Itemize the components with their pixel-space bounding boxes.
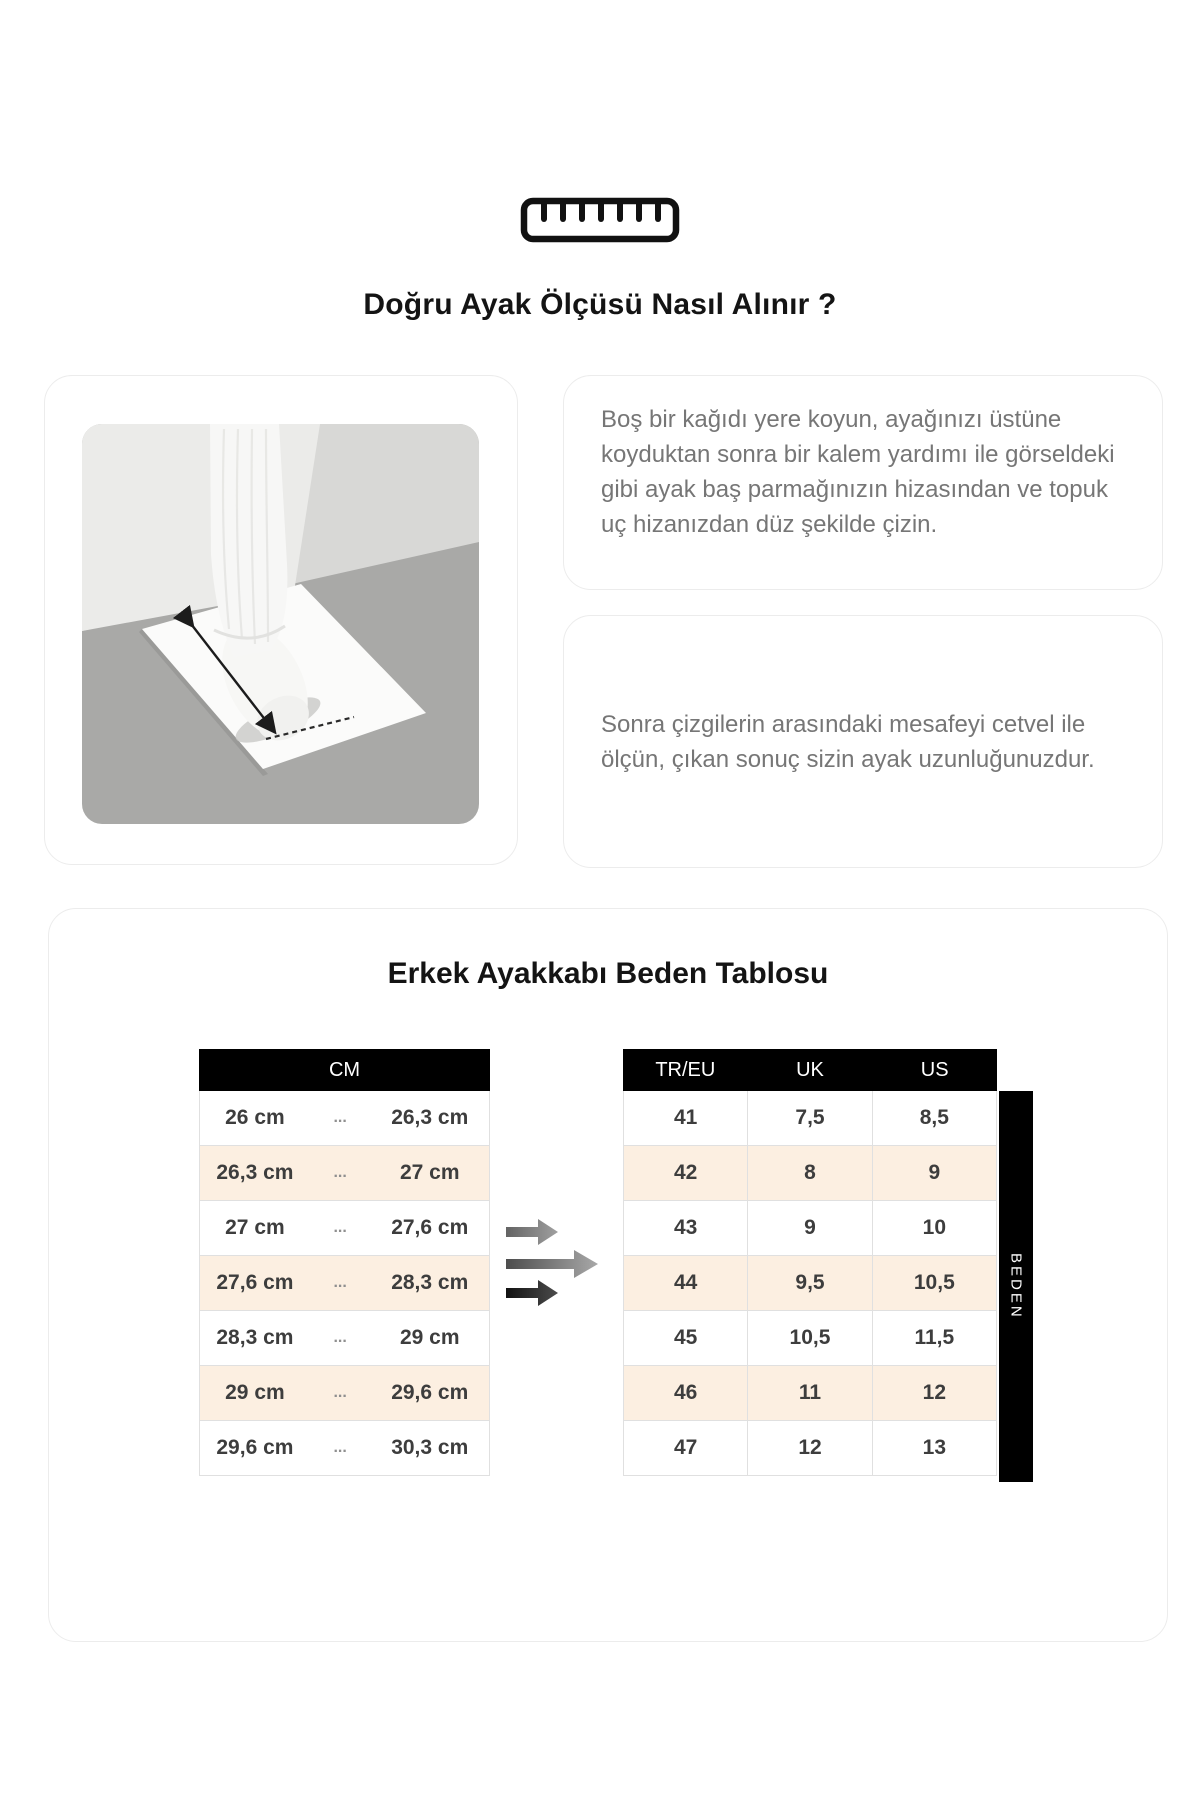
uk-cell: 9 bbox=[747, 1201, 871, 1255]
tr-eu-cell: 43 bbox=[673, 1216, 698, 1239]
intl-table-body bbox=[623, 1091, 997, 1476]
instruction-step2-text: Sonra çizgilerin arasındaki mesafeyi cetvel ile ölçün, çıkan sonuç sizin ayak uzunluğunuzdur. bbox=[601, 710, 1095, 773]
cm-max-cell: 30,3 cm bbox=[391, 1436, 469, 1459]
us-cell: 10,5 bbox=[872, 1256, 996, 1310]
tr-eu-cell: 46 bbox=[673, 1381, 698, 1404]
us-cell: 10 bbox=[872, 1201, 996, 1255]
tr-eu-cell: 44 bbox=[673, 1271, 698, 1294]
intl-table-header bbox=[623, 1049, 997, 1091]
us-cell: 13 bbox=[872, 1421, 996, 1475]
cm-table-body bbox=[199, 1091, 490, 1476]
cm-min-cell: 26,3 cm bbox=[216, 1161, 294, 1184]
foot-photo-card bbox=[44, 375, 518, 865]
uk-cell: 11 bbox=[747, 1366, 871, 1420]
intl-table-row bbox=[624, 1256, 996, 1311]
cm-table-row bbox=[200, 1366, 489, 1421]
us-cell: 11,5 bbox=[872, 1311, 996, 1365]
cm-max-cell: 27,6 cm bbox=[391, 1216, 469, 1239]
cm-table-row bbox=[200, 1091, 489, 1146]
instruction-card-1 bbox=[563, 375, 1163, 590]
uk-cell: 9,5 bbox=[747, 1256, 871, 1310]
cm-header-label: CM bbox=[328, 1058, 361, 1081]
beden-bar bbox=[999, 1091, 1033, 1482]
tr-eu-cell: 47 bbox=[673, 1436, 698, 1459]
instruction-step1-text: Boş bir kağıdı yere koyun, ayağınızı üstüne koyduktan sonra bir kalem yardımı ile görseldeki gibi ayak baş parmağınızın hizasından ve topuk uç hizanızdan düz şekilde çizin. bbox=[601, 406, 1115, 538]
cm-table-header bbox=[199, 1049, 490, 1091]
tr-eu-cell: 42 bbox=[673, 1161, 698, 1184]
ruler-icon-wrap bbox=[0, 0, 1200, 248]
range-separator: ... bbox=[333, 1274, 347, 1291]
intl-size-table bbox=[623, 1049, 997, 1476]
arrow-right-icon bbox=[506, 1219, 558, 1250]
us-cell: 12 bbox=[872, 1366, 996, 1420]
cm-max-cell: 29 cm bbox=[399, 1326, 460, 1349]
intl-table-row bbox=[624, 1091, 996, 1146]
cm-table-row bbox=[200, 1201, 489, 1256]
tr-eu-cell: 41 bbox=[673, 1106, 698, 1129]
cm-table-row bbox=[200, 1311, 489, 1366]
ruler-icon bbox=[520, 197, 680, 248]
cm-max-cell: 29,6 cm bbox=[391, 1381, 469, 1404]
intl-table-row bbox=[624, 1366, 996, 1421]
foot-measure-photo bbox=[82, 424, 479, 824]
intl-table-row bbox=[624, 1201, 996, 1256]
us-cell: 9 bbox=[872, 1146, 996, 1200]
range-separator: ... bbox=[333, 1384, 347, 1401]
measure-instructions-section bbox=[44, 375, 1163, 868]
header-uk: UK bbox=[796, 1058, 824, 1081]
range-separator: ... bbox=[333, 1439, 347, 1456]
cm-table-row bbox=[200, 1256, 489, 1311]
cm-max-cell: 26,3 cm bbox=[391, 1106, 469, 1129]
size-table-card bbox=[48, 908, 1168, 1642]
header-us: US bbox=[920, 1058, 949, 1081]
tr-eu-cell: 45 bbox=[673, 1326, 698, 1349]
us-cell: 8,5 bbox=[872, 1091, 996, 1145]
uk-cell: 12 bbox=[747, 1421, 871, 1475]
arrow-right-icon bbox=[506, 1280, 558, 1311]
size-tables-area bbox=[49, 1049, 1167, 1484]
cm-table-row bbox=[200, 1146, 489, 1201]
cm-table-row bbox=[200, 1421, 489, 1476]
uk-cell: 10,5 bbox=[747, 1311, 871, 1365]
cm-min-cell: 29 cm bbox=[225, 1381, 285, 1404]
instruction-card-2 bbox=[563, 615, 1163, 868]
uk-cell: 7,5 bbox=[747, 1091, 871, 1145]
instruction-cards bbox=[563, 375, 1163, 868]
cm-min-cell: 27,6 cm bbox=[216, 1271, 294, 1294]
cm-table bbox=[199, 1049, 490, 1476]
cm-max-cell: 27 cm bbox=[399, 1161, 460, 1184]
cm-min-cell: 27 cm bbox=[225, 1216, 285, 1239]
cm-min-cell: 26 cm bbox=[225, 1106, 285, 1129]
size-table-title: Erkek Ayakkabı Beden Tablosu bbox=[387, 957, 829, 990]
range-separator: ... bbox=[333, 1164, 347, 1181]
intl-table-row bbox=[624, 1146, 996, 1201]
arrow-right-icon bbox=[506, 1250, 598, 1283]
range-separator: ... bbox=[333, 1329, 347, 1346]
header-tr-eu: TR/EU bbox=[655, 1058, 716, 1081]
range-separator: ... bbox=[333, 1219, 347, 1236]
page-title: Doğru Ayak Ölçüsü Nasıl Alınır ? bbox=[363, 288, 837, 321]
cm-max-cell: 28,3 cm bbox=[391, 1271, 469, 1294]
intl-table-row bbox=[624, 1421, 996, 1476]
intl-table-row bbox=[624, 1311, 996, 1366]
beden-label: BEDEN bbox=[1007, 1253, 1025, 1320]
range-separator: ... bbox=[333, 1109, 347, 1126]
uk-cell: 8 bbox=[747, 1146, 871, 1200]
cm-min-cell: 29,6 cm bbox=[216, 1436, 294, 1459]
cm-min-cell: 28,3 cm bbox=[216, 1326, 294, 1349]
